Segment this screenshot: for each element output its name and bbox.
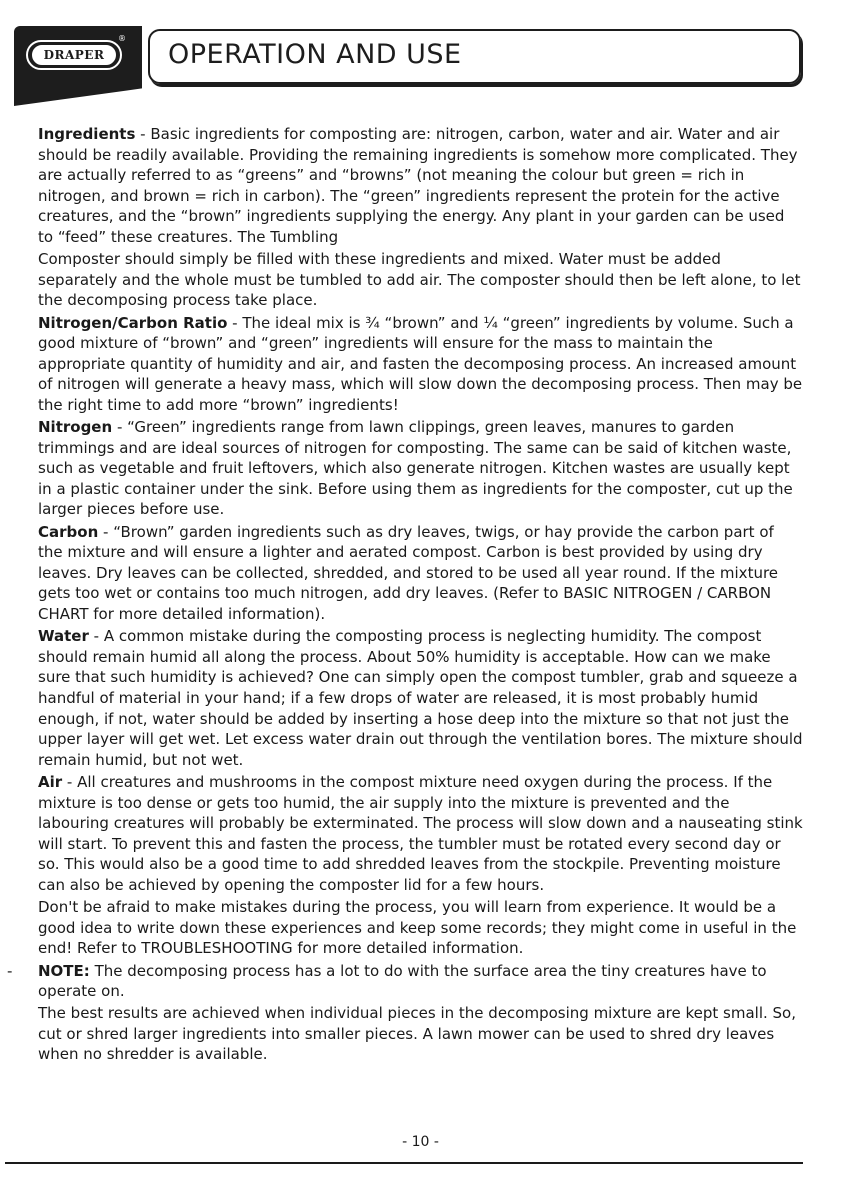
paragraph-composter bbox=[38, 249, 803, 311]
paragraph-ratio bbox=[38, 313, 803, 416]
document-body bbox=[7, 124, 803, 1067]
term-air: Air bbox=[38, 772, 63, 791]
paragraph-nitrogen bbox=[38, 417, 803, 520]
text-mistakes: Don't be afraid to make mistakes during the process, you will learn from experience. It would be a good idea to write down these experiences and keep some records; they might come in useful in the end! Refer to TROUBLESHOOTING for more detailed information. bbox=[38, 898, 797, 958]
text-air: - All creatures and mushrooms in the compost mixture need oxygen during the process. If the mixture is too dense or gets too humid, the air supply into the mixture is prevented and the labouring creatures will probably be exterminated. The process will slow down and a nauseating stink will start. To prevent this and fasten the process, the tumbler must be rotated every second day or so. This would also be a good time to add shredded leaves from the stockpile. Preventing moisture can also be achieved by opening the composter lid for a few hours. bbox=[38, 772, 803, 894]
page-title-box bbox=[148, 29, 801, 84]
term-carbon: Carbon bbox=[38, 522, 99, 541]
term-ratio: Nitrogen/Carbon Ratio bbox=[38, 313, 228, 332]
paragraph-carbon bbox=[38, 522, 803, 625]
text-best-results: The best results are achieved when individual pieces in the decomposing mixture are kept small. So, cut or shred larger ingredients into smaller pieces. A lawn mower can be used to shred dry leaves when no shredder is available. bbox=[38, 1004, 796, 1064]
text-carbon: - “Brown” garden ingredients such as dry leaves, twigs, or hay provide the carbon part of the mixture and will ensure a lighter and aerated compost. Carbon is best provided by using dry leaves. Dry leaves can be collected, shredded, and stored to be used all year round. If the mixture gets too wet or contains too much nitrogen, add dry leaves. (Refer to BASIC NITROGEN / CARBON CHART for more detailed information). bbox=[38, 522, 779, 624]
text-composter: Composter should simply be filled with these ingredients and mixed. Water must be added separately and the whole must be tumbled to add air. The composter should then be left alone, to let the decomposing process take place. bbox=[38, 250, 801, 310]
text-note: The decomposing process has a lot to do with the surface area the tiny creatures have to operate on. bbox=[38, 961, 767, 1001]
text-nitrogen: - “Green” ingredients range from lawn clippings, green leaves, manures to garden trimmings and are ideal sources of nitrogen for composting. The same can be said of kitchen waste, such as vegetable and fruit leftovers, which also generate nitrogen. Kitchen wastes are usually kept in a plastic container under the sink. Before using them as ingredients for the composter, cut up the larger pieces before use. bbox=[38, 418, 793, 519]
text-ingredients: - Basic ingredients for composting are: nitrogen, carbon, water and air. Water and air should be readily available. Providing the remaining ingredients is somehow more complicated. They are actually referred to as “greens” and “browns” (not meaning the colour but green = rich in nitrogen, and brown = rich in carbon). The “green” ingredients represent the protein for the active creatures, and the “brown” ingredients supplying the energy. Any plant in your garden can be used to “feed” these creatures. The Tumbling bbox=[38, 125, 798, 246]
paragraph-air bbox=[38, 772, 803, 896]
brand-logo-text: DRAPER bbox=[32, 45, 116, 65]
paragraph-note bbox=[7, 961, 803, 1002]
footer-divider bbox=[5, 1162, 803, 1164]
paragraph-ingredients bbox=[38, 124, 803, 248]
page-title: OPERATION AND USE bbox=[168, 39, 462, 70]
registered-mark: ® bbox=[118, 34, 126, 43]
term-water: Water bbox=[38, 627, 89, 646]
text-water: - A common mistake during the composting process is neglecting humidity. The compost should remain humid all along the process. About 50% humidity is acceptable. How can we make sure that such humidity is achieved? One can simply open the compost tumbler, grab and squeeze a handful of material in your hand; if a few drops of water are released, it is most probably humid enough, if not, water should be added by inserting a hose deep into the mixture so that not just the upper layer will get wet. Let excess water drain out through the ventilation bores. The mixture should remain humid, but not wet. bbox=[38, 627, 803, 769]
brand-logo bbox=[26, 40, 122, 70]
paragraph-best-results bbox=[38, 1003, 803, 1065]
term-nitrogen: Nitrogen bbox=[38, 418, 113, 437]
paragraph-water bbox=[38, 626, 803, 770]
term-ingredients: Ingredients bbox=[38, 125, 136, 143]
page-number: - 10 - bbox=[402, 1134, 439, 1150]
paragraph-mistakes bbox=[38, 897, 803, 959]
note-dash: - bbox=[7, 961, 13, 980]
text-ratio: - The ideal mix is ¾ “brown” and ¼ “green” ingredients by volume. Such a good mixture of “brown” and “green” ingredients will ensure for the mass to maintain the appropriate quantity of humidity and air, and fasten the decomposing process. An increased amount of nitrogen will generate a heavy mass, which will slow down the decomposing process. Then may be the right time to add more “brown” ingredients! bbox=[38, 313, 803, 414]
term-note: NOTE: bbox=[38, 961, 90, 980]
